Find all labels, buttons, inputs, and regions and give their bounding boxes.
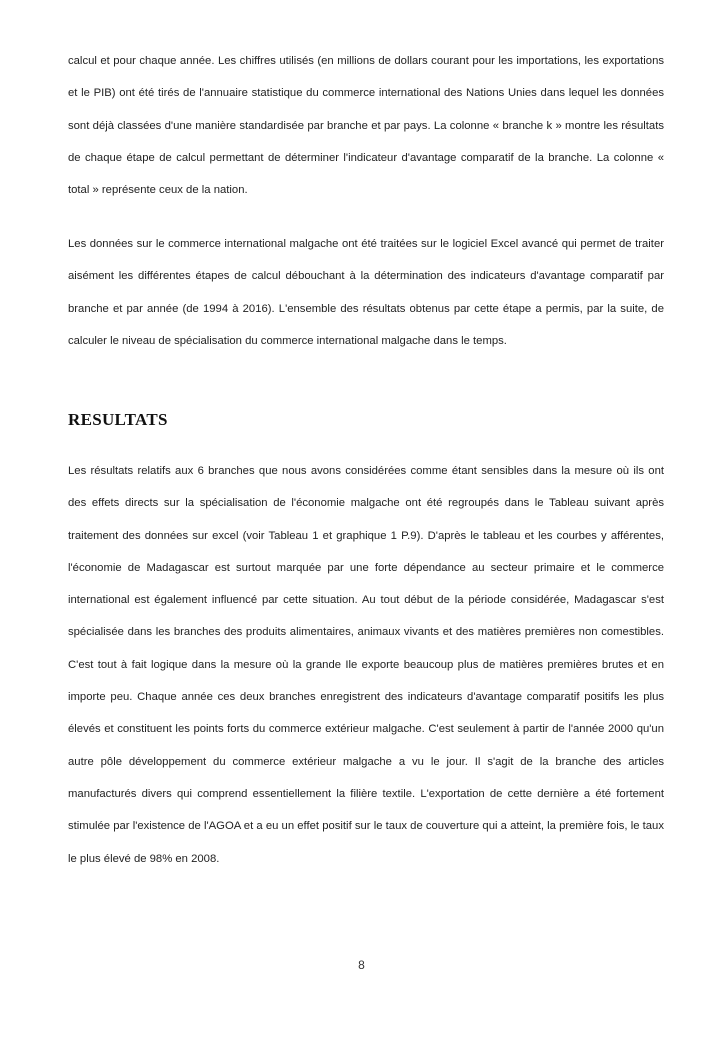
methodology-paragraph-1: calcul et pour chaque année. Les chiffres utilisés (en millions de dollars courant pour les importations, les exportations et le PIB) ont été tirés de l'annuaire statistique du commerce international des Nations Unies dans lequel les données sont déjà classées d'une manière standardisée par branche et par pays. La colonne « branche k » montre les résultats de chaque étape de calcul permettant de déterminer l'indicateur d'avantage comparatif de la branche. La colonne « total » représente ceux de la nation. — [68, 55, 664, 197]
section-heading-resultats: RESULTATS — [68, 410, 168, 429]
methodology-paragraph-2: Les données sur le commerce international malgache ont été traitées sur le logiciel Excel avancé qui permet de traiter aisément les différentes étapes de calcul débouchant à la détermination des indicateurs d'avantage comparatif par branche et par année (de 1994 à 2016). L'ensemble des résultats obtenus par cette étape a permis, par la suite, de calculer le niveau de spécialisation du commerce international malgache dans le temps. — [68, 238, 664, 347]
results-paragraph: Les résultats relatifs aux 6 branches que nous avons considérées comme étant sensibles dans la mesure où ils ont des effets directs sur la spécialisation de l'économie malgache ont été regroupés dans le Tableau suivant après traitement des données sur excel (voir Tableau 1 et graphique 1 P.9). D'après le tableau et les courbes y afférentes, l'économie de Madagascar est surtout marquée par une forte dépendance au secteur primaire et le commerce international est également influencé par cette situation. Au tout début de la période considérée, Madagascar s'est spécialisée dans les branches des produits alimentaires, animaux vivants et des matières premières non comestibles. C'est tout à fait logique dans la mesure où la grande Ile exporte beaucoup plus de matières premières brutes et en importe peu. Chaque année ces deux branches enregistrent des indicateurs d'avantage comparatif positifs les plus élevés et constituent les points forts du commerce extérieur malgache. C'est seulement à partir de l'année 2000 qu'un autre pôle développement du commerce extérieur malgache a vu le jour. Il s'agit de la branche des articles manufacturés divers qui comprend essentiellement la filière textile. L'exportation de cette dernière a été fortement stimulée par l'existence de l'AGOA et a eu un effet positif sur le taux de couverture qui a atteint, la première fois, le taux le plus élevé de 98% en 2008. — [68, 465, 664, 865]
page-number: 8 — [358, 958, 365, 972]
